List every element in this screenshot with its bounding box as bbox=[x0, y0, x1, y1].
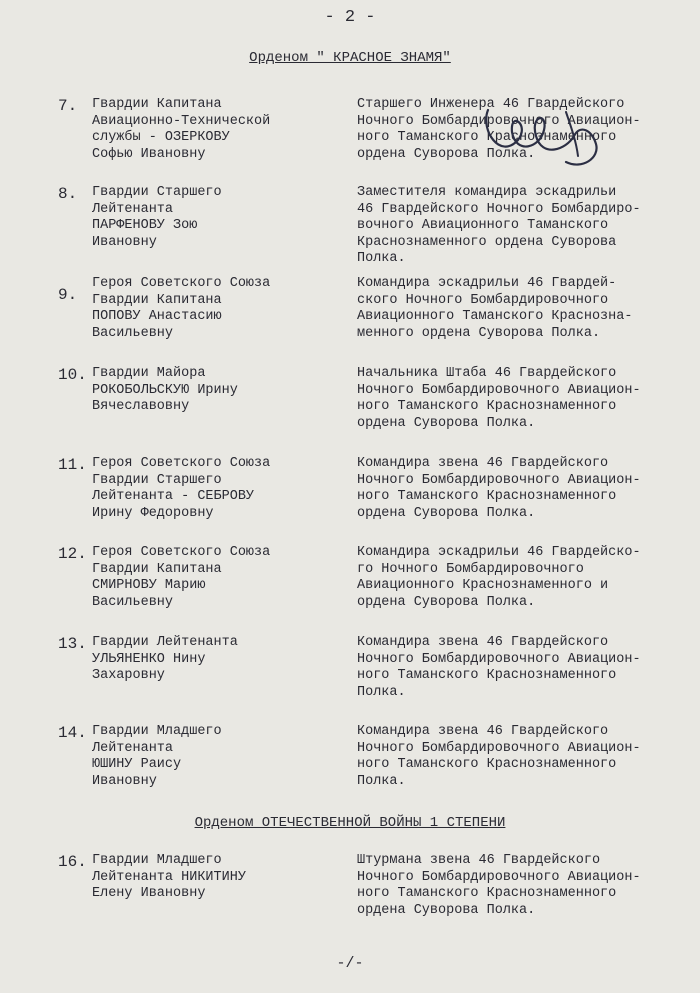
entry-number: 11. bbox=[58, 456, 87, 474]
entry-position: Заместителя командира эскадрильи 46 Гвардейского Ночного Бомбардиро- вочного Авиационного Таманского Краснознаменного ордена Суворова Полка. bbox=[357, 185, 641, 266]
entry-number: 8. bbox=[58, 185, 78, 203]
handwritten-signature bbox=[470, 100, 610, 180]
entry-number: 16. bbox=[58, 853, 87, 871]
entry-position: Старшего Инженера 46 Гвардейского Ночного Бомбардировочного Авиацион- ного Таманского Краснознаменного ордена Суворова Полка. bbox=[357, 97, 641, 162]
section-title-text: Орденом " КРАСНОЕ ЗНАМЯ" bbox=[249, 50, 451, 66]
entry-number: 10. bbox=[58, 366, 87, 384]
entry-position: Командира звена 46 Гвардейского Ночного Бомбардировочного Авиацион- ного Таманского Краснознаменного Полка. bbox=[357, 635, 641, 700]
entry-number: 12. bbox=[58, 545, 87, 563]
entry-position: Начальника Штаба 46 Гвардейского Ночного Бомбардировочного Авиацион- ного Таманского Краснознаменного ордена Суворова Полка. bbox=[357, 366, 641, 431]
entry-name: Гвардии Младшего Лейтенанта НИКИТИНУ Елену Ивановну bbox=[92, 853, 246, 901]
entry-name: Героя Советского Союза Гвардии Капитана СМИРНОВУ Марию Васильевну bbox=[92, 545, 271, 610]
entry-name: Гвардии Майора РОКОБОЛЬСКУЮ Ирину Вячеславовну bbox=[92, 366, 238, 414]
entry-name: Гвардии Младшего Лейтенанта ЮШИНУ Раису Ивановну bbox=[92, 724, 222, 789]
entry-position: Командира звена 46 Гвардейского Ночного Бомбардировочного Авиацион- ного Таманского Краснознаменного Полка. bbox=[357, 724, 641, 789]
entry-name: Гвардии Старшего Лейтенанта ПАРФЕНОВУ Зою Ивановну bbox=[92, 185, 222, 250]
entry-number: 7. bbox=[58, 97, 78, 115]
entry-position: Командира эскадрильи 46 Гвардейско- го Ночного Бомбардировочного Авиационного Краснознаменного и ордена Суворова Полка. bbox=[357, 545, 641, 610]
page-number: - 2 - bbox=[324, 8, 376, 27]
entry-position: Штурмана звена 46 Гвардейского Ночного Бомбардировочного Авиацион- ного Таманского Краснознаменного ордена Суворова Полка. bbox=[357, 853, 641, 918]
section-title-red-banner bbox=[0, 50, 700, 66]
entry-name: Героя Советского Союза Гвардии Старшего Лейтенанта - СЕБРОВУ Ирину Федоровну bbox=[92, 456, 271, 521]
entry-position: Командира звена 46 Гвардейского Ночного Бомбардировочного Авиацион- ного Таманского Краснознаменного ордена Суворова Полка. bbox=[357, 456, 641, 521]
entry-name: Героя Советского Союза Гвардии Капитана ПОПОВУ Анастасию Васильевну bbox=[92, 276, 271, 341]
entry-name: Гвардии Капитана Авиационно-Технической службы - ОЗЕРКОВУ Софью Ивановну bbox=[92, 97, 271, 162]
entry-position: Командира эскадрильи 46 Гвардей- ского Ночного Бомбардировочного Авиационного Таманского Краснозна- менного ордена Суворова Полка. bbox=[357, 276, 633, 341]
entry-number: 13. bbox=[58, 635, 87, 653]
entry-name: Гвардии Лейтенанта УЛЬЯНЕНКО Нину Захаровну bbox=[92, 635, 238, 683]
entry-number: 14. bbox=[58, 724, 87, 742]
section-title-patriotic-war bbox=[0, 815, 700, 831]
section-title-text: Орденом ОТЕЧЕСТВЕННОЙ ВОЙНЫ 1 СТЕПЕНИ bbox=[194, 815, 506, 831]
entry-number: 9. bbox=[58, 286, 78, 304]
page-footer-mark: -/- bbox=[336, 955, 364, 972]
